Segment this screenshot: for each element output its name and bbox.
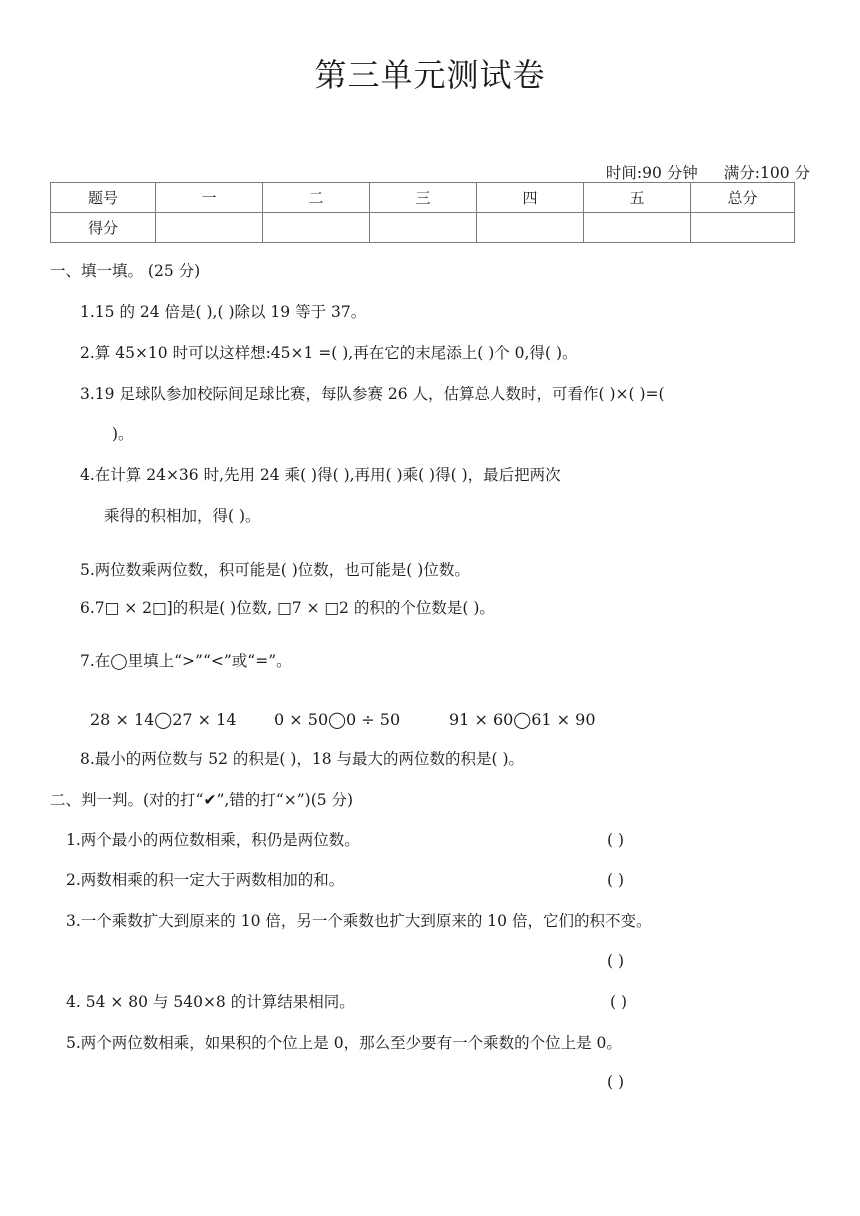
score-input-cell[interactable] [370,213,477,243]
score-table-score-row [51,213,795,243]
score-header-cell: 题号 [51,183,156,213]
score-input-cell[interactable] [263,213,370,243]
score-input-cell[interactable] [477,213,584,243]
compare-expression-3: 91 × 60◯61 × 90 [449,710,596,729]
judge-item-3: 3.一个乘数扩大到原来的 10 倍，另一个乘数也扩大到原来的 10 倍，它们的积不变。 [66,912,652,930]
judge-item-5: 5.两个两位数相乘，如果积的个位上是 0，那么至少要有一个乘数的个位上是 0。 [66,1034,622,1052]
question-1-6: 6.7□ × 2□]的积是( )位数, □7 × □2 的积的个位数是( )。 [80,599,495,617]
score-header-cell: 一 [156,183,263,213]
score-input-cell[interactable] [156,213,263,243]
judge-item-4: 4. 54 × 80 与 540×8 的计算结果相同。 [66,993,355,1011]
score-header-cell: 三 [370,183,477,213]
question-1-7: 7.在◯里填上“>”“<”或“=”。 [80,652,292,670]
question-1-3: 3.19 足球队参加校际间足球比赛，每队参赛 26 人，估算总人数时，可看作( )×( )=( [80,385,665,403]
judge-answer-blank[interactable]: ( ) [607,871,625,889]
question-1-1: 1.15 的 24 倍是( ),( )除以 19 等于 37。 [80,303,367,321]
judge-answer-blank[interactable]: ( ) [610,993,628,1011]
score-header-cell: 五 [584,183,691,213]
judge-item-2: 2.两数相乘的积一定大于两数相加的和。 [66,871,345,889]
full-score: 满分:100 分 [723,164,810,182]
judge-item-1: 1.两个最小的两位数相乘，积仍是两位数。 [66,831,360,849]
question-1-3-cont: )。 [112,425,134,443]
score-table-header-row [51,183,795,213]
question-1-4: 4.在计算 24×36 时,先用 24 乘( )得( ),再用( )乘( )得( )，最后把两次 [80,466,561,484]
score-header-cell: 二 [263,183,370,213]
compare-expression-1: 28 × 14◯27 × 14 [90,710,237,729]
score-input-cell[interactable] [691,213,795,243]
score-header-cell: 四 [477,183,584,213]
score-table [50,182,795,243]
exam-meta [606,161,810,183]
question-1-4-cont: 乘得的积相加，得( )。 [104,507,261,525]
section2-heading: 二、判一判。(对的打“✔”,错的打“×”)(5 分) [50,791,354,809]
question-1-2: 2.算 45×10 时可以这样想:45×1 =( ),再在它的末尾添上( )个 0,得( )。 [80,344,578,362]
score-row-label: 得分 [51,213,156,243]
page-title: 第三单元测试卷 [314,56,546,94]
score-header-cell: 总分 [691,183,795,213]
judge-answer-blank[interactable]: ( ) [607,952,625,970]
judge-answer-blank[interactable]: ( ) [607,831,625,849]
question-1-8: 8.最小的两位数与 52 的积是( )，18 与最大的两位数的积是( )。 [80,750,525,768]
compare-expression-2: 0 × 50◯0 ÷ 50 [274,710,401,729]
score-input-cell[interactable] [584,213,691,243]
time-limit: 时间:90 分钟 [605,164,698,182]
section1-heading: 一、填一填。 (25 分) [50,262,201,280]
judge-answer-blank[interactable]: ( ) [607,1073,625,1091]
question-1-5: 5.两位数乘两位数，积可能是( )位数，也可能是( )位数。 [80,561,470,579]
